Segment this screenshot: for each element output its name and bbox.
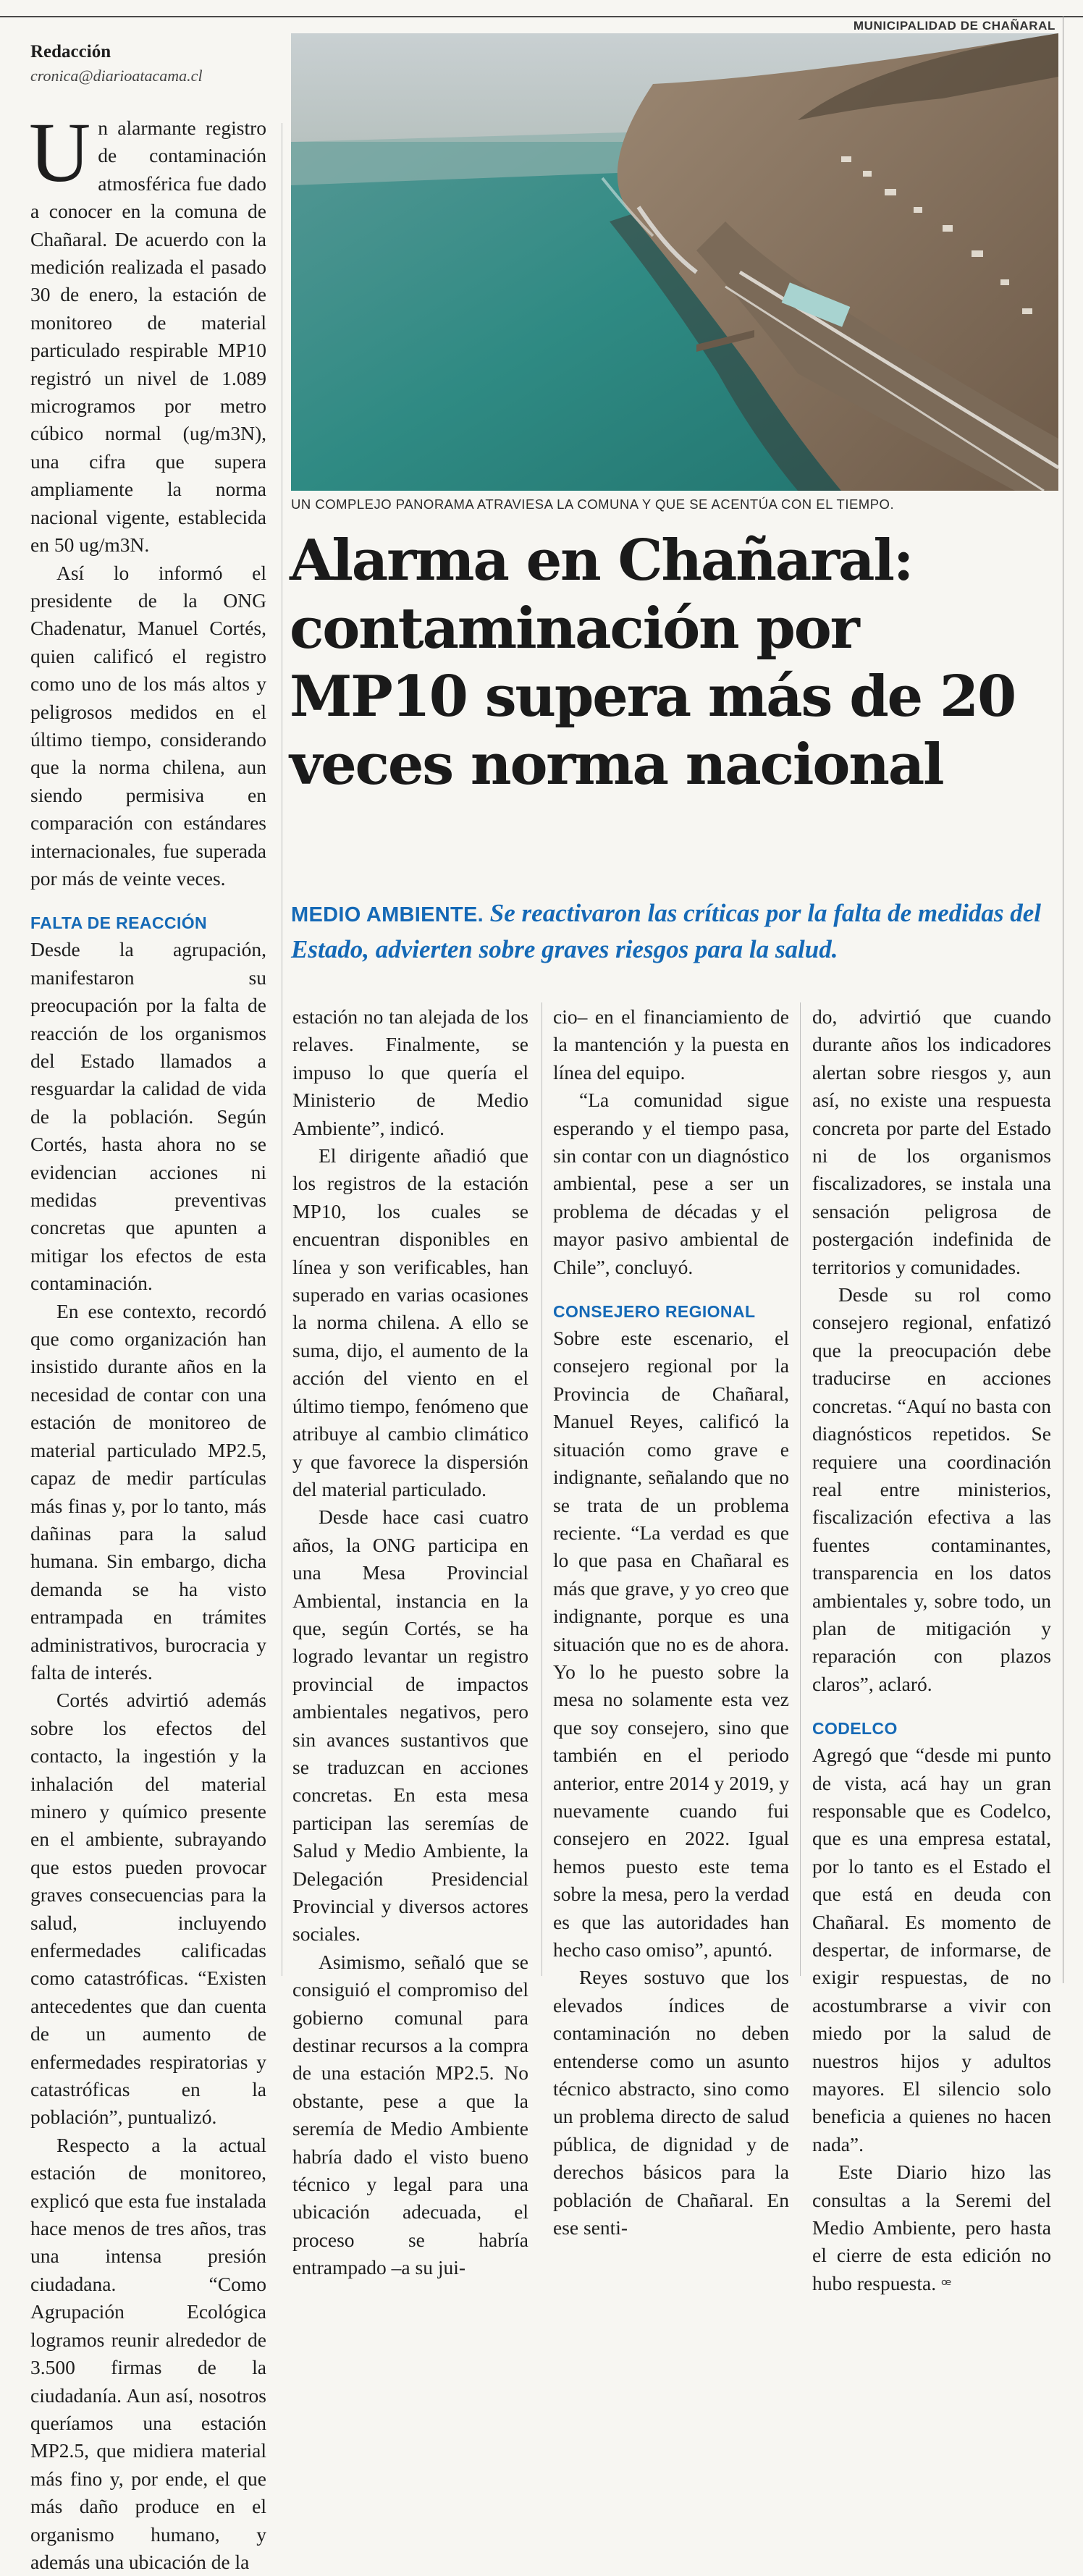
coastal-photo: [291, 33, 1058, 491]
photo-caption: UN COMPLEJO PANORAMA ATRAVIESA LA COMUNA Y QUE SE ACENTÚA CON EL TIEMPO.: [291, 497, 895, 512]
subhead-codelco: CODELCO: [812, 1719, 898, 1739]
paragraph: Asimismo, señaló que se consiguió el compromiso del gobierno comunal para destinar recursos a la compra de una estación MP2.5. No obstante, pese a que la seremía de Medio Ambiente habría dado el visto bueno técnico y legal para una ubicación adecuada, el proceso se habría entrampado –a su jui-: [292, 1950, 528, 2279]
coast-aerial-image: [291, 33, 1058, 491]
paragraph: Respecto a la actual estación de monitoreo, explicó que esta fue instalada hace menos de tres años, tras una intensa presión ciudadana. “Como Agrupación Ecológica logramos reunir alrededor de 3.500 firmas de la ciudadanía. Aun así, nosotros queríamos una estación MP2.5, que midiera material más fino y, por ende, el que más daño produce en el organismo humano, y además una ubicación de la: [30, 2133, 266, 2573]
headline: [290, 527, 1064, 799]
article-column-1: [29, 105, 266, 2576]
section-label: MUNICIPALIDAD DE CHAÑARAL: [853, 19, 1055, 33]
column-divider-3: [800, 1002, 801, 1976]
byline-author: Redacción: [30, 42, 111, 62]
headline-line-3: MP10 supera más de 20: [290, 664, 1016, 730]
paragraph: estación no tan alejada de los relaves. Finalmente, se impuso lo que quería el Ministerio de Medio Ambiente”, indicó.: [292, 1005, 528, 1139]
paragraph: Desde la agrupación, manifestaron su preocupación por la falta de reacción de los organismos del Estado llamados a resguardar la calidad de vida de la población. Según Cortés, hasta ahora no se evidencian acciones ni medidas preventivas concretas que apunten a mitigar los efectos de esta contaminación.: [30, 938, 266, 1295]
paragraph: “La comunidad sigue esperando y el tiempo pasa, sin contar con un diagnóstico ambiental, pese a ser un problema de décadas y el mayor pasivo ambiental de Chile”, concluyó.: [553, 1089, 789, 1278]
paragraph: El dirigente añadió que los registros de la estación MP10, los cuales se encuentran disponibles en línea y son verificables, han superado en varias ocasiones la norma chilena. A ello se suma, dijo, el aumento de la acción del viento en el último tiempo, fenómeno que atribuye al cambio climático y que favorece la dispersión del material particulado.: [292, 1144, 528, 1500]
paragraph: Agregó que “desde mi punto de vista, acá hay un gran responsable que es Codelco, que es una empresa estatal, por lo tanto es el Estado el que está en deuda con Chañaral. Es momento de despertar, de informarse, de exigir respuestas, de no acostumbrarse a vivir con miedo por la salud de nuestros hijos y adultos mayores. El silencio solo beneficia a quienes no hacen nada”.: [812, 1744, 1051, 2155]
subhead-falta-de-reaccion: FALTA DE REACCIÓN: [30, 913, 208, 933]
subhead-consejero-regional: CONSEJERO REGIONAL: [553, 1302, 756, 1322]
paragraph: Desde hace casi cuatro años, la ONG participa en una Mesa Provincial Ambiental, instancia en la que, según Cortés, se ha logrado levantar un registro provincial de impactos ambientales negativos, pero sin avances sustantivos que se traduzcan en acciones concretas. En esta mesa participan las seremías de Salud y Medio Ambiente, la Delegación Presidencial Provincial y diversos actores sociales.: [292, 1506, 528, 1946]
paragraph: Así lo informó el presidente de la ONG Chadenatur, Manuel Cortés, quien calificó el registro como uno de los más altos y peligrosos medidos en el último tiempo, considerando que la norma chilena, aun siendo permisiva en comparación con estándares internacionales, fue superada por más de veinte veces.: [30, 561, 266, 890]
paragraph: cio– en el financiamiento de la mantención y la puesta en línea del equipo.: [553, 1005, 789, 1084]
paragraph: Cortés advirtió además sobre los efectos del contacto, la ingestión y la inhalación del material minero y químico presente en el ambiente, subrayando que estos pueden provocar graves consecuencias para la salud, incluyendo enfermedades calificadas como catastróficas. “Existen antecedentes que dan cuenta de un aumento de enfermedades respiratorias y catastróficas en la población”, puntualizó.: [30, 1689, 266, 2129]
paragraph: Desde su rol como consejero regional, enfatizó que la preocupación debe traducirse en acciones concretas. “Aquí no basta con diagnósticos repetidos. Se requiere una coordinación real entre ministerios, fiscalización efectiva a las fuentes contaminantes, transparencia en los datos ambientales y, sobre todo, un plan de mitigación y reparación con plazos claros”, aclaró.: [812, 1283, 1051, 1695]
end-mark-icon: ꟹ: [940, 2275, 952, 2294]
drop-cap: U: [29, 105, 91, 200]
byline-email: cronica@diarioatacama.cl: [30, 67, 203, 85]
article-column-2: [292, 1003, 528, 2282]
paragraph: Reyes sostuvo que los elevados índices de contaminación no deben entenderse como un asunto técnico abstracto, sino como un problema directo de salud pública, de dignidad y de derechos básicos para la población de Chañaral. En ese senti-: [553, 1966, 789, 2239]
lead-paragraph: Un alarmante registro de contaminación atmosférica fue dado a conocer en la comuna de Chañaral. De acuerdo con la medición realizada el pasado 30 de enero, la estación de monitoreo de material particulado respirable MP10 registró un nivel de 1.089 microgramos por metro cúbico normal (ug/m3N), una cifra que supera ampliamente la norma nacional vigente, establecida en 50 ug/m3N.: [29, 105, 266, 557]
article-column-3: [553, 1003, 789, 2242]
headline-line-4: veces norma nacional: [290, 732, 943, 798]
deck-text: Se reactivaron las críticas por la falta de medidas del Estado, advierten sobre graves riesgos para la salud.: [291, 899, 1041, 963]
headline-line-2: contaminación por: [290, 596, 859, 662]
deck-kicker: MEDIO AMBIENTE.: [291, 903, 484, 926]
headline-line-1: Alarma en Chañaral:: [290, 528, 913, 594]
deck: [291, 896, 1058, 967]
paragraph: En ese contexto, recordó que como organización han insistido durante años en la necesidad de contar con una estación de monitoreo de material particulado MP2.5, capaz de medir partículas más finas y, por lo tanto, más dañinas para la salud humana. Sin embargo, dicha demanda se ha visto entrampada en trámites administrativos, burocracia y falta de interés.: [30, 1299, 266, 1684]
paragraph: do, advirtió que cuando durante años los indicadores alertan sobre riesgos y, aun así, no existe una respuesta concreta por parte del Estado ni de los organismos fiscalizadores, se instala una sensación peligrosa de postergación indefinida de territorios y comunidades.: [812, 1005, 1051, 1278]
paragraph: Este Diario hizo las consultas a la Seremi del Medio Ambiente, pero hasta el cierre de esta edición no hubo respuesta. ꟹ: [812, 2161, 1051, 2294]
article-column-4: [812, 1003, 1051, 2299]
paragraph: Sobre este escenario, el consejero regional por la Provincia de Chañaral, Manuel Reyes, calificó la situación como grave e indignante, señalando que no se trata de un problema reciente. “La verdad es que lo que pasa en Chañaral es más que grave, y yo creo que indignante, porque es una situación que no es de ahora. Yo lo he puesto sobre la mesa no solamente esta vez que soy consejero, sino que también en el periodo anterior, entre 2014 y 2019, y nuevamente cuando fui consejero en 2022. Igual hemos puesto este tema sobre la mesa, pero la verdad es que las autoridades han hecho caso omiso”, apuntó.: [553, 1327, 789, 1961]
top-rule: [0, 16, 1083, 17]
